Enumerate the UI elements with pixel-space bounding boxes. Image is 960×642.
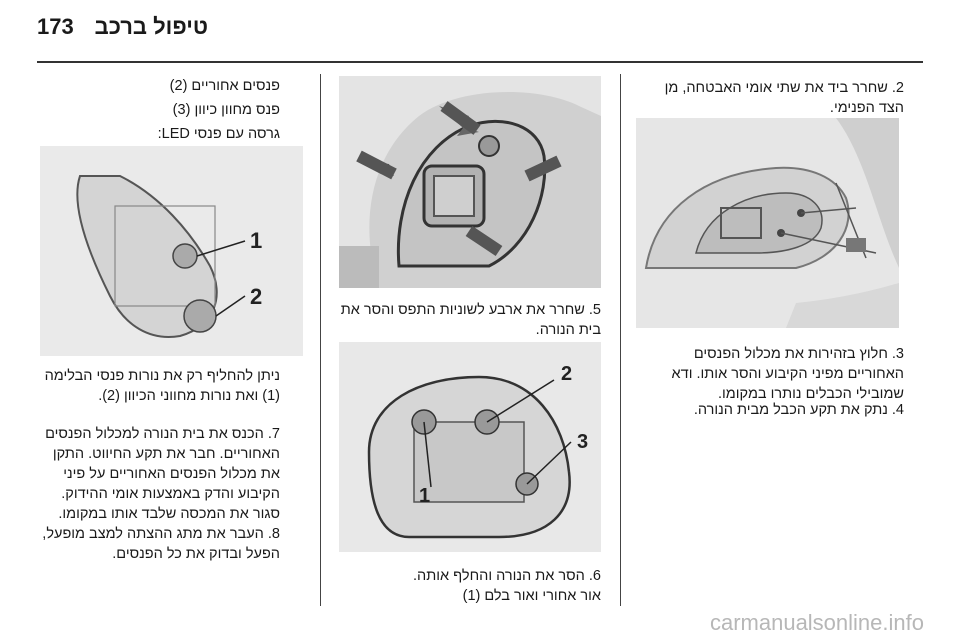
step-5-text: 5. שחרר את ארבע לשוניות התפס והסר את בית הנורה. bbox=[340, 302, 601, 338]
callout-1: 1 bbox=[419, 485, 431, 507]
step-2-text: 2. שחרר ביד את שתי אומי האבטחה, מן הצד הפנימי. bbox=[664, 80, 904, 116]
page-header-title: טיפול ברכב bbox=[94, 14, 208, 39]
header-divider bbox=[37, 61, 923, 63]
step-8-text: 8. העבר את מתג ההצתה למצב מופעל, הפעל ובדוק את כל הפנסים. bbox=[42, 526, 280, 562]
bulb-type-indicator: פנס מחוון כיוון (3) bbox=[172, 102, 280, 118]
step-6-text: 6. הסר את הנורה והחלף אותה. bbox=[413, 568, 601, 584]
figure-led-lamp bbox=[40, 146, 303, 356]
watermark: carmanualsonline.info bbox=[709, 610, 924, 635]
figure-lamp-housing-tabs bbox=[339, 76, 601, 288]
step-7-text: 7. הכנס את בית הנורה למכלול הפנסים האחוריים. חבר את תקע החיווט. התקן את מכלול הפנסים האחוריים על פיני הקיבוע והדק באמצעות אומי ההידוק. סגור את המכסה שלבד אותו במקומו. bbox=[45, 426, 280, 522]
column-divider-left bbox=[320, 74, 321, 606]
callout-led-1: 1 bbox=[250, 228, 263, 253]
callout-2: 2 bbox=[561, 363, 573, 385]
led-version-heading: גרסה עם פנסי LED: bbox=[157, 126, 280, 142]
step-6-bulb-type: אור אחורי ואור בלם (1) bbox=[462, 588, 601, 604]
bulb-type-tail: פנסים אחוריים (2) bbox=[169, 78, 280, 94]
callout-led-2: 2 bbox=[250, 284, 263, 309]
step-3-text: 3. חלוץ בזהירות את מכלול הפנסים האחוריים מפיני הקיבוע והסר אותו. ודא שמובילי הכבלים נותרו במקומו. bbox=[671, 346, 904, 402]
callout-3: 3 bbox=[577, 431, 589, 453]
step-4-text: 4. נתק את תקע הכבל מבית הנורה. bbox=[693, 402, 904, 418]
figure-bulb-holder-callouts bbox=[339, 342, 601, 552]
figure-taillight-nuts bbox=[636, 118, 899, 328]
column-divider-right bbox=[620, 74, 621, 606]
page-number: 173 bbox=[37, 14, 74, 39]
led-replace-note: ניתן להחליף רק את נורות פנסי הבלימה (1) ואת נורות מחווני הכיוון (2). bbox=[44, 368, 280, 404]
